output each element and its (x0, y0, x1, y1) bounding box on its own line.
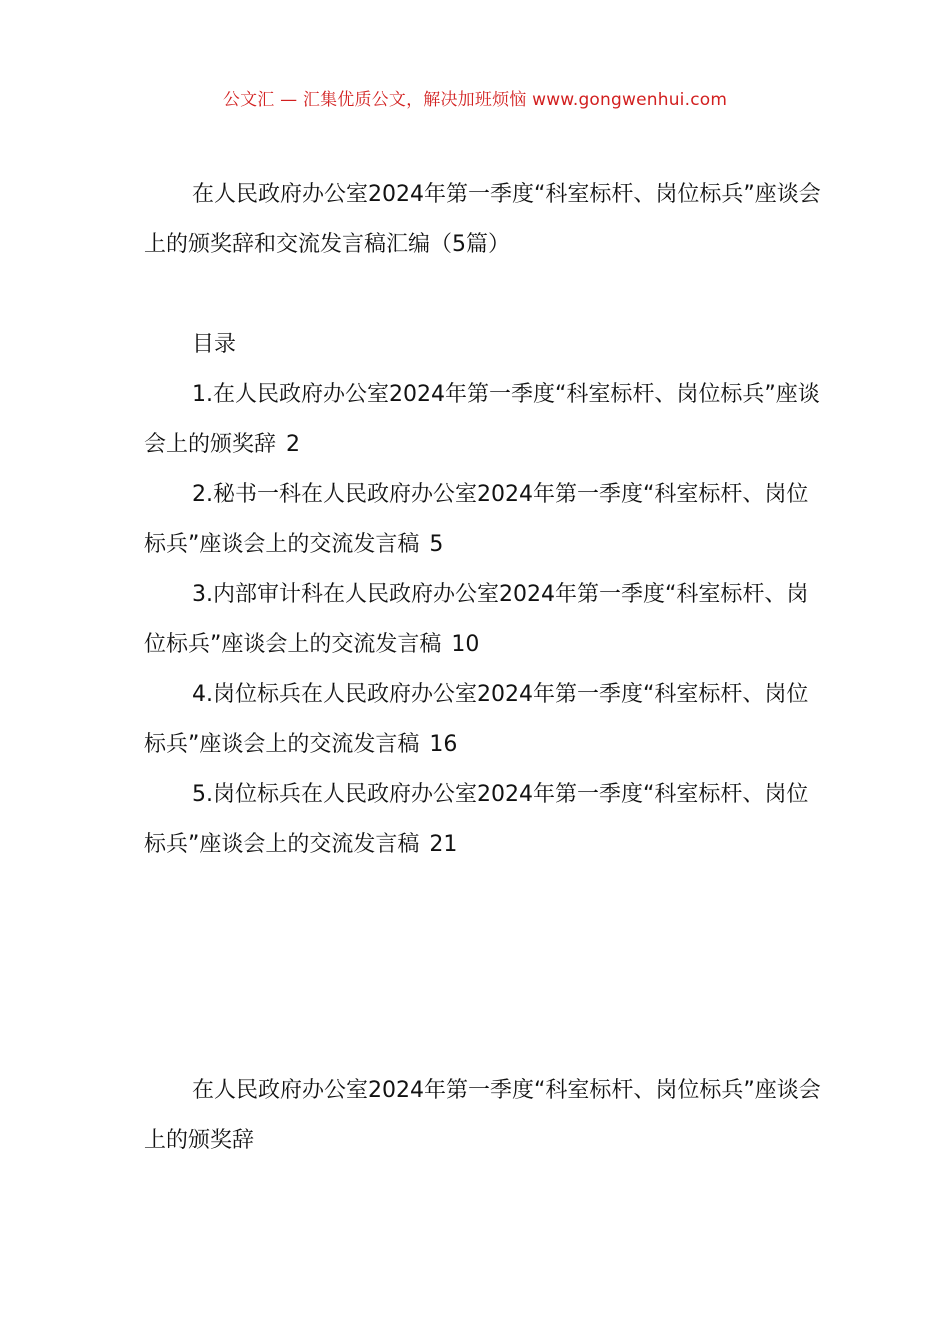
section-title-block (144, 1066, 824, 1166)
toc-item-page: 16 (429, 732, 458, 757)
section-title: 在人民政府办公室2024年第一季度“科室标杆、岗位标兵”座谈会上的颁奖辞 (144, 1078, 821, 1153)
header-banner: 公文汇 — 汇集优质公文，解决加班烦恼 www.gongwenhui.com (222, 90, 728, 110)
toc-item-page: 2 (286, 432, 301, 457)
toc-item-text: 5.岗位标兵在人民政府办公室2024年第一季度“科室标杆、岗位标兵”座谈会上的交流发言稿 (144, 782, 809, 857)
toc-item[interactable] (144, 370, 824, 470)
toc-item-page: 5 (429, 532, 444, 557)
toc-item-page: 10 (451, 632, 480, 657)
document-title-block (144, 170, 824, 270)
toc-item[interactable] (144, 770, 824, 870)
toc-item[interactable] (144, 470, 824, 570)
toc-item[interactable] (144, 570, 824, 670)
toc-item-text: 2.秘书一科在人民政府办公室2024年第一季度“科室标杆、岗位标兵”座谈会上的交流发言稿 (144, 482, 809, 557)
toc-item-text: 4.岗位标兵在人民政府办公室2024年第一季度“科室标杆、岗位标兵”座谈会上的交流发言稿 (144, 682, 809, 757)
table-of-contents (144, 320, 824, 870)
toc-heading: 目录 (192, 332, 237, 357)
toc-item-text: 1.在人民政府办公室2024年第一季度“科室标杆、岗位标兵”座谈会上的颁奖辞 (144, 382, 820, 457)
toc-item-page: 21 (429, 832, 458, 857)
document-title: 在人民政府办公室2024年第一季度“科室标杆、岗位标兵”座谈会上的颁奖辞和交流发言稿汇编（5篇） (144, 182, 821, 257)
toc-item[interactable] (144, 670, 824, 770)
toc-item-text: 3.内部审计科在人民政府办公室2024年第一季度“科室标杆、岗位标兵”座谈会上的交流发言稿 (144, 582, 809, 657)
